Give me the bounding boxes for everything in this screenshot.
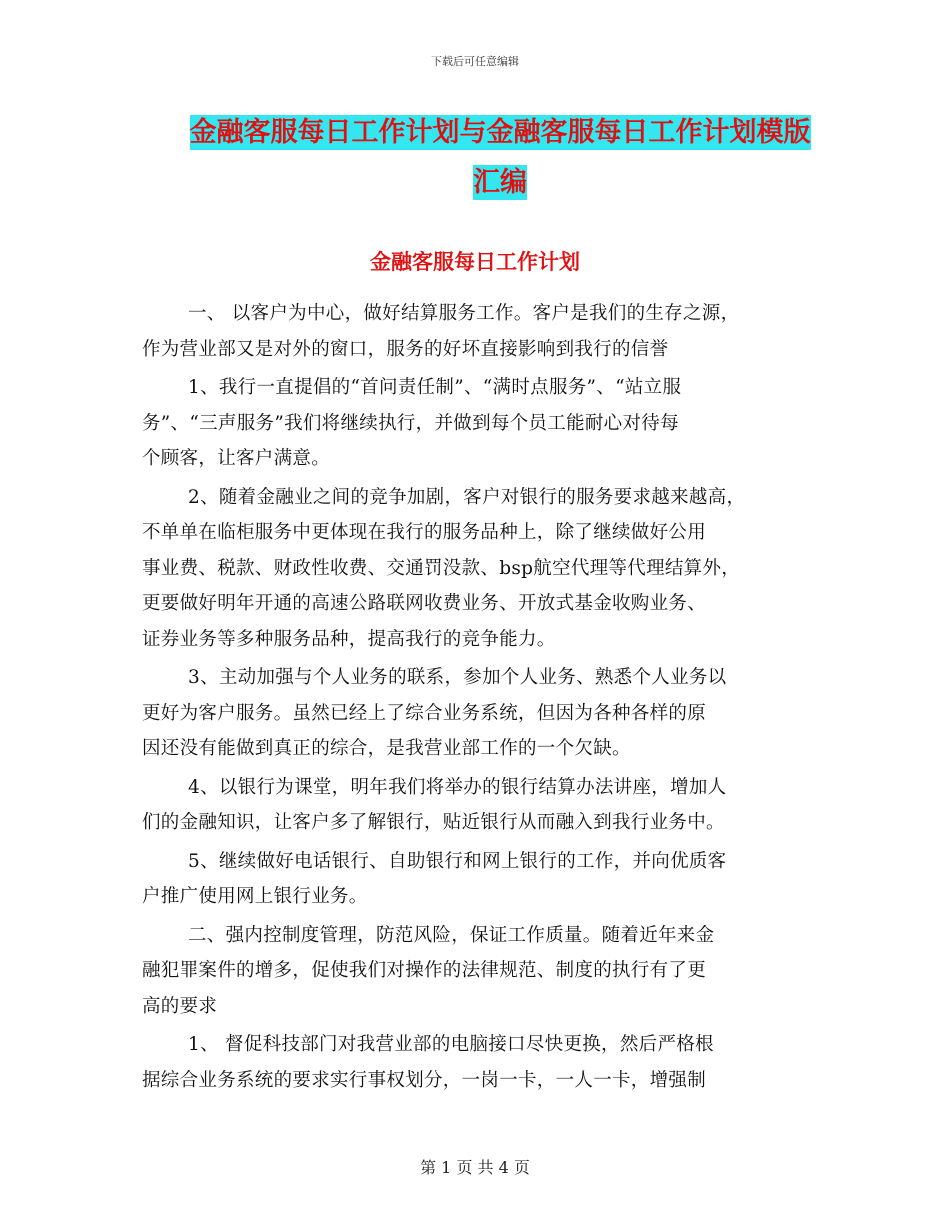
paragraph [142,770,812,841]
paragraph-line: 高的要求 [142,995,218,1017]
paragraph-line: 1、我行一直提倡的“首问责任制”、“满时点服务”、“站立服 [188,377,682,398]
paragraph-line: 更要做好明年开通的高速公路联网收费业务、开放式基金收购业务、 [142,593,707,614]
paragraph [142,660,812,767]
body-text [142,296,812,1101]
paragraph [142,480,812,658]
paragraph-line: 一、 以客户为中心，做好结算服务工作。客户是我们的生存之源， [188,303,740,324]
document-title-line-2: 汇编 [473,167,527,198]
paragraph-line: 1、 督促科技部门对我营业部的电脑接口尽快更换，然后严格根 [188,1034,714,1055]
paragraph-line: 因还没有能做到真正的综合，是我营业部工作的一个欠缺。 [142,738,631,759]
paragraph-line: 不单单在临柜服务中更体现在我行的服务品种上，除了继续做好公用 [142,522,707,543]
paragraph-line: 证券业务等多种服务品种，提高我行的竞争能力。 [142,628,556,650]
paragraph-line: 二、强内控制度管理，防范风险，保证工作质量。随着近年来金 [188,924,715,946]
document-title [170,108,830,208]
paragraph-line: 融犯罪案件的增多，促使我们对操作的法律规范、制度的执行有了更 [142,960,707,981]
paragraph [142,1027,812,1098]
paragraph-line: 2、随着金融业之间的竞争加剧，客户对银行的服务要求越来越高， [188,486,746,508]
paragraph-line: 据综合业务系统的要求实行事权划分，一岗一卡，一人一卡，增强制 [142,1069,707,1091]
paragraph-line: 更好为客户服务。虽然已经上了综合业务系统，但因为各种各样的原 [142,702,707,724]
paragraph [142,918,812,1025]
paragraph-line: 个顾客，让客户满意。 [142,448,331,469]
paragraph-line: 务”、“三声服务”我们将继续执行，并做到每个员工能耐心对待每 [142,412,679,434]
paragraph-line: 们的金融知识，让客户多了解银行，贴近银行从而融入到我行业务中。 [142,812,725,833]
section-title: 金融客服每日工作计划 [370,249,580,274]
paragraph-line: 4、以银行为课堂，明年我们将举办的银行结算办法讲座，增加人 [188,776,727,798]
paragraph-line: 事业费、税款、财政性收费、交通罚没款、bsp航空代理等代理结算外， [142,557,741,579]
header-note: 下载后可任意编辑 [431,55,519,68]
paragraph [142,844,812,915]
paragraph-line: 户推广使用网上银行业务。 [142,886,368,907]
paragraph-line: 5、继续做好电话银行、自助银行和网上银行的工作，并向优质客 [188,850,727,872]
paragraph [142,370,812,477]
document-title-line-1: 金融客服每日工作计划与金融客服每日工作计划模版 [189,117,811,148]
paragraph-line: 3、主动加强与个人业务的联系，参加个人业务、熟悉个人业务以 [188,667,727,688]
page-footer: 第 1 页 共 4 页 [420,1158,530,1177]
paragraph-line: 作为营业部又是对外的窗口，服务的好坏直接影响到我行的信誉 [142,338,669,360]
paragraph [142,296,812,367]
